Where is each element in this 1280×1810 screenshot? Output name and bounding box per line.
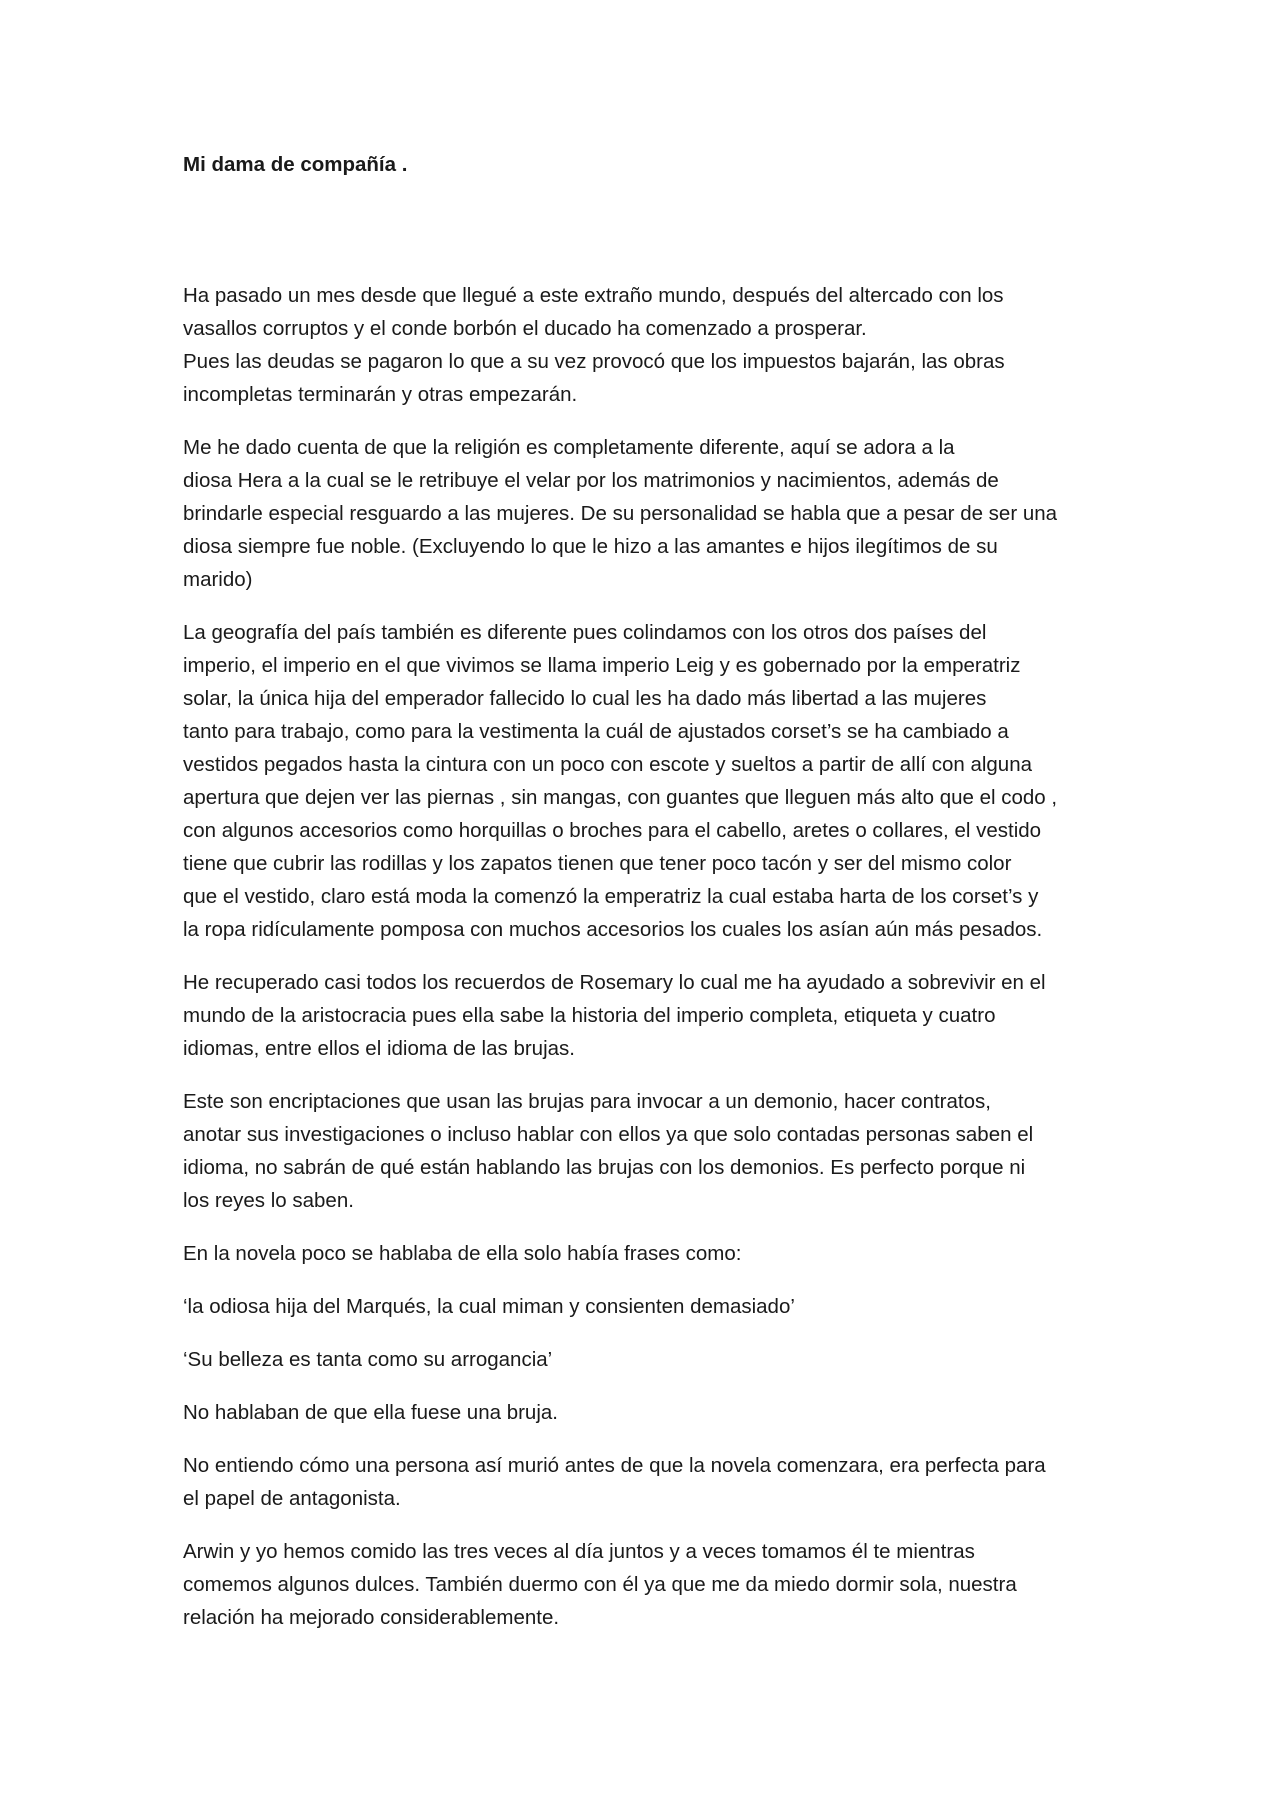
document-title: Mi dama de compañía . [183,153,408,176]
text-line: diosa Hera a la cual se le retribuye el velar por los matrimonios y nacimientos, además de [183,469,999,492]
paragraph [183,1449,1103,1515]
text-line: vestidos pegados hasta la cintura con un poco con escote y sueltos a partir de allí con alguna [183,753,1033,776]
text-line: que el vestido, claro está moda la comenzó la emperatriz la cual estaba harta de los corset’s y [183,885,1039,908]
text-line: brindarle especial resguardo a las mujeres. De su personalidad se habla que a pesar de ser una [183,502,1058,525]
text-line: comemos algunos dulces. También duermo con él ya que me da miedo dormir sola, nuestra [183,1573,1017,1596]
text-line: No hablaban de que ella fuese una bruja. [183,1401,558,1424]
text-line: marido) [183,568,253,591]
paragraph [183,1535,1103,1634]
text-line: diosa siempre fue noble. (Excluyendo lo que le hizo a las amantes e hijos ilegítimos de su [183,535,998,558]
text-line: tanto para trabajo, como para la vestimenta la cuál de ajustados corset’s se ha cambiado a [183,720,1009,743]
text-line: los reyes lo saben. [183,1189,354,1212]
text-line: Ha pasado un mes desde que llegué a este extraño mundo, después del altercado con los [183,284,1004,307]
text-line: mundo de la aristocracia pues ella sabe la historia del imperio completa, etiqueta y cuatro [183,1004,996,1027]
text-line: imperio, el imperio en el que vivimos se llama imperio Leig y es gobernado por la emperatriz [183,654,1021,677]
paragraph [183,1290,1103,1323]
paragraph [183,1085,1103,1217]
text-line: solar, la única hija del emperador fallecido lo cual les ha dado más libertad a las mujeres [183,687,987,710]
text-line: incompletas terminarán y otras empezarán. [183,383,578,406]
text-line: En la novela poco se hablaba de ella solo había frases como: [183,1242,742,1265]
paragraph [183,966,1103,1065]
document-content [183,148,1103,1654]
text-line: tiene que cubrir las rodillas y los zapatos tienen que tener poco tacón y ser del mismo color [183,852,1012,875]
text-line: La geografía del país también es diferente pues colindamos con los otros dos países del [183,621,987,644]
text-line: anotar sus investigaciones o incluso hablar con ellos ya que solo contadas personas saben el [183,1123,1034,1146]
text-line: Pues las deudas se pagaron lo que a su vez provocó que los impuestos bajarán, las obras [183,350,1005,373]
paragraph [183,1343,1103,1376]
paragraph [183,616,1103,946]
text-line: Arwin y yo hemos comido las tres veces al día juntos y a veces tomamos él te mientras [183,1540,975,1563]
text-line: ‘Su belleza es tanta como su arrogancia’ [183,1348,553,1371]
text-line: He recuperado casi todos los recuerdos de Rosemary lo cual me ha ayudado a sobrevivir en el [183,971,1046,994]
document-body [183,279,1103,1634]
text-line: ‘la odiosa hija del Marqués, la cual miman y consienten demasiado’ [183,1295,795,1318]
text-line: con algunos accesorios como horquillas o broches para el cabello, aretes o collares, el vestido [183,819,1042,842]
text-line: Este son encriptaciones que usan las brujas para invocar a un demonio, hacer contratos, [183,1090,991,1113]
text-line: idioma, no sabrán de qué están hablando las brujas con los demonios. Es perfecto porque ni [183,1156,1026,1179]
paragraph [183,279,1103,411]
text-line: idiomas, entre ellos el idioma de las brujas. [183,1037,575,1060]
text-line: apertura que dejen ver las piernas , sin mangas, con guantes que lleguen más alto que el codo , [183,786,1058,809]
text-line: relación ha mejorado considerablemente. [183,1606,560,1629]
paragraph [183,1396,1103,1429]
paragraph [183,431,1103,596]
text-line: No entiendo cómo una persona así murió antes de que la novela comenzara, era perfecta para [183,1454,1046,1477]
text-line: la ropa ridículamente pomposa con muchos accesorios los cuales los asían aún más pesados. [183,918,1043,941]
text-line: vasallos corruptos y el conde borbón el ducado ha comenzado a prosperar. [183,317,867,340]
text-line: el papel de antagonista. [183,1487,401,1510]
text-line: Me he dado cuenta de que la religión es completamente diferente, aquí se adora a la [183,436,955,459]
paragraph [183,1237,1103,1270]
